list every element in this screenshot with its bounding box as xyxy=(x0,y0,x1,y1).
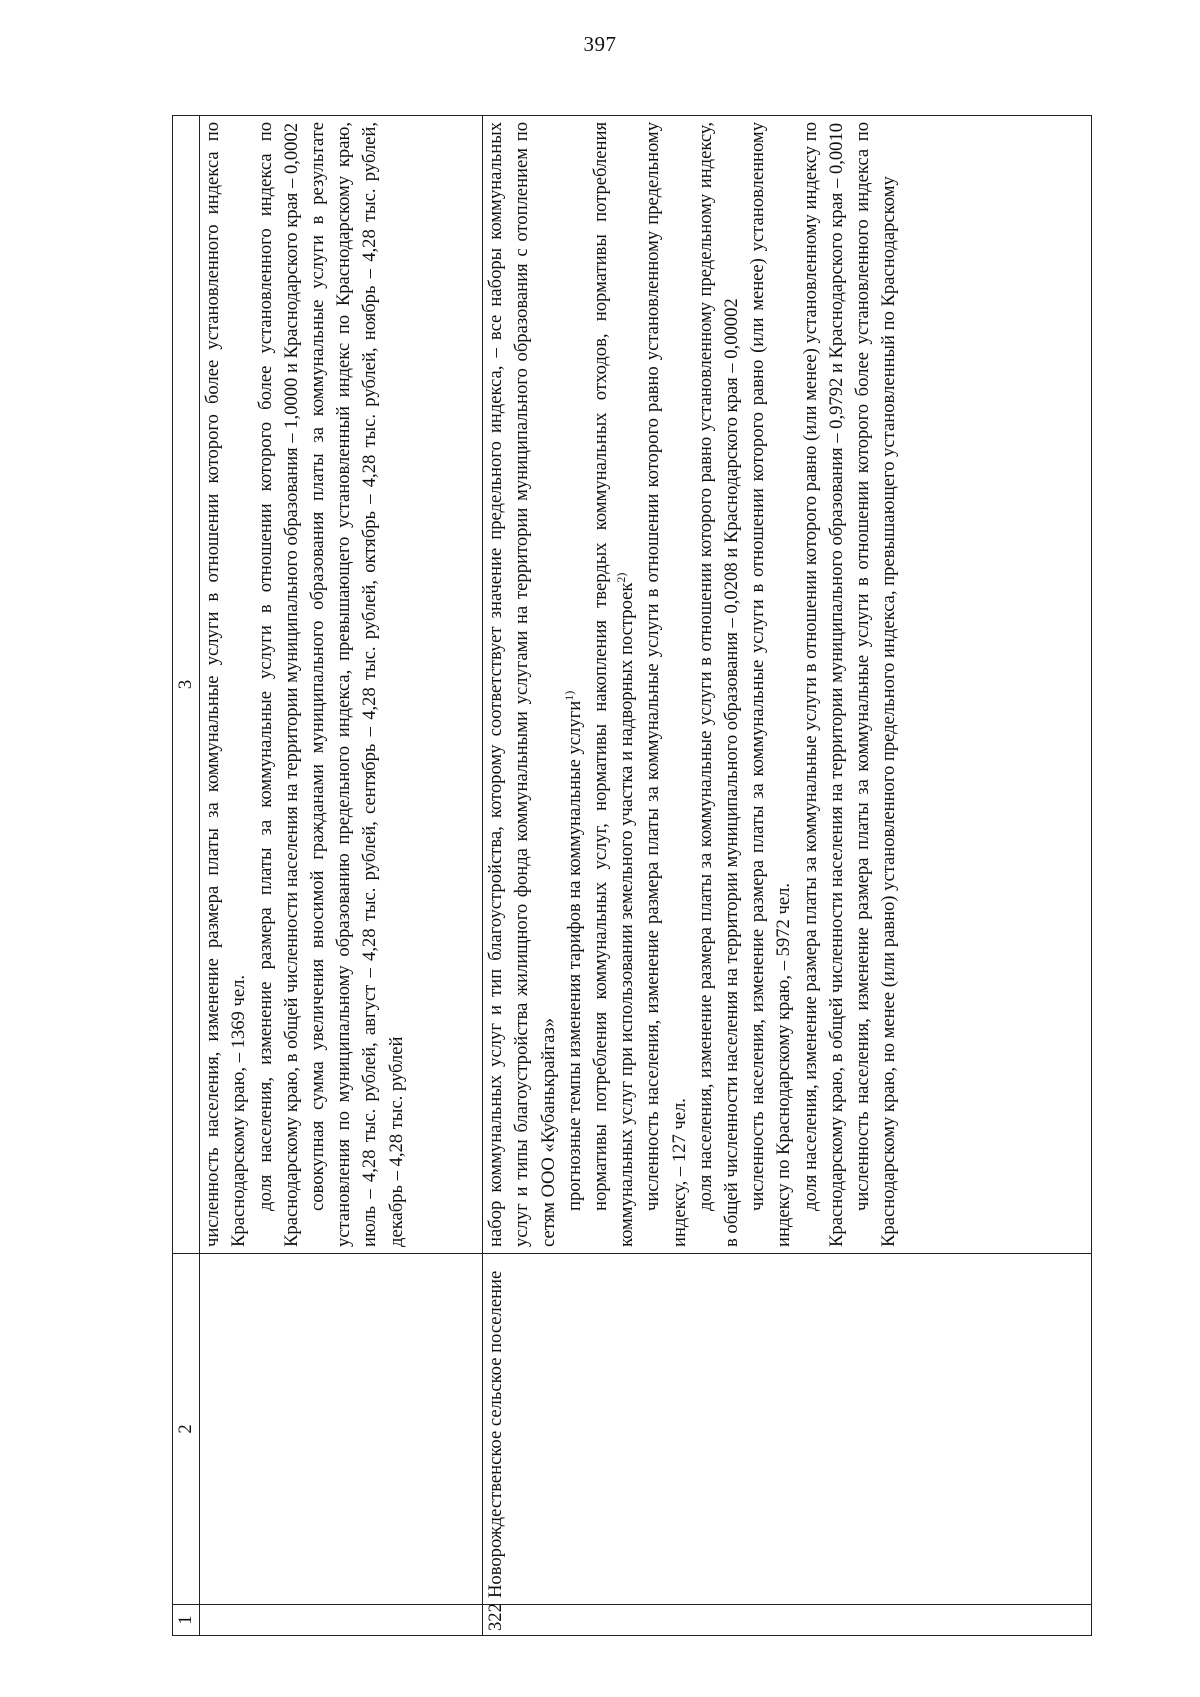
table-row-continued xyxy=(200,116,483,1636)
paragraph: численность населения, изменение размера платы за коммунальные услуги в отношении которого более установленного индекса по Краснодарскому краю, но менее (или равно) установленного предельного индекса, превышающего установленный по Краснодарскому xyxy=(852,122,900,1247)
table-row-322 xyxy=(483,116,1092,1636)
row-number-cell xyxy=(200,1605,483,1636)
paragraph xyxy=(562,122,588,1247)
rotated-table-wrapper xyxy=(172,116,1092,1636)
row-number-cell: 322 xyxy=(483,1605,1092,1636)
paragraph xyxy=(588,122,640,1247)
paragraph: численность населения, изменение размера платы за коммунальные услуги в отношении которого более установленного индекса по Краснодарскому краю, – 1369 чел. xyxy=(202,122,250,1247)
footnote-mark: 1) xyxy=(561,690,576,701)
row-322-text xyxy=(483,122,902,1247)
paragraph: доля населения, изменение размера платы за коммунальные услуги в отношении которого равно (или менее) установленному индексу по Краснодарскому краю, в общей численности населения на территории муниципального образования – 0,9792 и Краснодарского края – 0,0010 xyxy=(799,122,847,1247)
paragraph: доля населения, изменение размера платы за коммунальные услуги в отношении которого равно установленному предельному индексу, в общей численности населения на территории муниципального образования – 0,0208 и Краснодарского края – 0,00002 xyxy=(694,122,743,1247)
paragraph-text: нормативы потребления коммунальных услуг, нормативы накопления твердых коммунальных отходов, нормативы потребления коммунальных услуг при использовании земельного участка и надворных построек xyxy=(590,122,638,1247)
settlement-name-cell: Новорождественское сельское поселение xyxy=(483,1254,1092,1605)
column-header-1: 1 xyxy=(173,1605,200,1636)
row-description-cell xyxy=(483,116,1092,1254)
page-number: 397 xyxy=(583,32,617,56)
row-description-cell xyxy=(200,116,483,1254)
paragraph: доля населения, изменение размера платы за коммунальные услуги в отношении которого более установленного индекса по Краснодарскому краю, в общей численности населения на территории муниципального образования – 1,0000 и Краснодарского края – 0,0002 xyxy=(254,122,302,1247)
paragraph-text: прогнозные темпы изменения тарифов на коммунальные услуги xyxy=(563,700,585,1211)
column-header-2: 2 xyxy=(173,1254,200,1605)
data-table xyxy=(172,115,1092,1636)
row-name-cell xyxy=(200,1254,483,1605)
paragraph: численность населения, изменение размера платы за коммунальные услуги в отношении которого равно установленному предельному индексу, – 127 чел. xyxy=(642,122,690,1247)
paragraph: численность населения, изменение размера платы за коммунальные услуги в отношении которого равно (или менее) установленному индексу по Краснодарскому краю, – 5972 чел. xyxy=(747,122,795,1247)
paragraph: набор коммунальных услуг и тип благоустройства, которому соответствует значение предельного индекса, – все наборы коммунальных услуг и типы благоустройства жилищного фонда коммунальными услугами на территории муниципального образования с отоплением по сетям ООО «Кубанькрайгаз» xyxy=(485,122,559,1247)
paragraph: совокупная сумма увеличения вносимой гражданами муниципального образования платы за коммунальные услуги в результате установления по муниципальному образованию предельного индекса, превышающего установленный индекс по Краснодарскому краю, июль – 4,28 тыс. рублей, август – 4,28 тыс. рублей, сентябрь – 4,28 тыс. рублей, октябрь – 4,28 тыс. рублей, ноябрь – 4,28 тыс. рублей, декабрь – 4,28 тыс. рублей xyxy=(307,122,407,1247)
column-header-3: 3 xyxy=(173,116,200,1254)
table-header-row xyxy=(173,116,200,1636)
footnote-mark: 2) xyxy=(614,572,629,583)
row-continued-text xyxy=(200,122,410,1247)
